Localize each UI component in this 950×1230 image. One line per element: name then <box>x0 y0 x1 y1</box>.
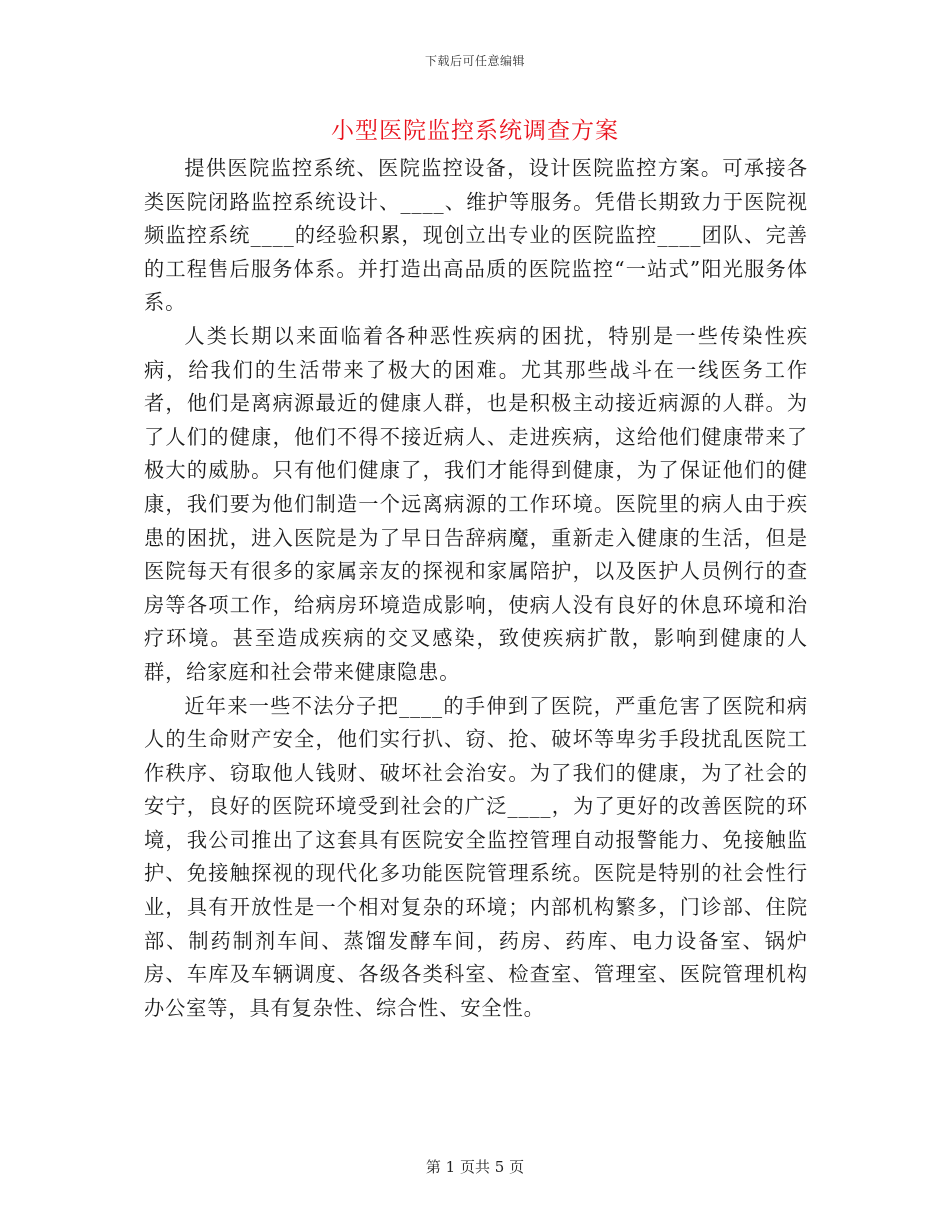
paragraph-3: 近年来一些不法分子把____的手伸到了医院，严重危害了医院和病人的生命财产安全，他们实行扒、窃、抢、破坏等卑劣手段扰乱医院工作秩序、窃取他人钱财、破坏社会治安。为了我们的健康，为了社会的安宁，良好的医院环境受到社会的广泛____，为了更好的改善医院的环境，我公司推出了这套具有医院安全监控管理自动报警能力、免接触监护、免接触探视的现代化多功能医院管理系统。医院是特别的社会性行业，具有开放性是一个相对复杂的环境；内部机构繁多，门诊部、住院部、制药制剂车间、蒸馏发酵车间，药房、药库、电力设备室、锅炉房、车库及车辆调度、各级各类科室、检查室、管理室、医院管理机构办公室等，具有复杂性、综合性、安全性。 <box>144 693 808 1020</box>
header-note: 下载后可任意编辑 <box>424 54 525 68</box>
paragraph-1: 提供医院监控系统、医院监控设备，设计医院监控方案。可承接各类医院闭路监控系统设计、____、维护等服务。凭借长期致力于医院视频监控系统____的经验积累，现创立出专业的医院监控____团队、完善的工程售后服务体系。并打造出高品质的医院监控“一站式”阳光服务体系。 <box>144 156 808 315</box>
paragraph-2: 人类长期以来面临着各种恶性疾病的困扰，特别是一些传染性疾病，给我们的生活带来了极大的困难。尤其那些战斗在一线医务工作者，他们是离病源最近的健康人群，也是积极主动接近病源的人群。为了人们的健康，他们不得不接近病人、走进疾病，这给他们健康带来了极大的威胁。只有他们健康了，我们才能得到健康，为了保证他们的健康，我们要为他们制造一个远离病源的工作环境。医院里的病人由于疾患的困扰，进入医院是为了早日告辞病魔，重新走入健康的生活，但是医院每天有很多的家属亲友的探视和家属陪护，以及医护人员例行的查房等各项工作，给病房环境造成影响，使病人没有良好的休息环境和治疗环境。甚至造成疾病的交叉感染，致使疾病扩散，影响到健康的人群，给家庭和社会带来健康隐患。 <box>144 323 808 684</box>
document-body <box>144 152 808 1025</box>
document-title: 小型医院监控系统调查方案 <box>331 118 619 144</box>
page-number: 第 1 页共 5 页 <box>425 1158 525 1176</box>
